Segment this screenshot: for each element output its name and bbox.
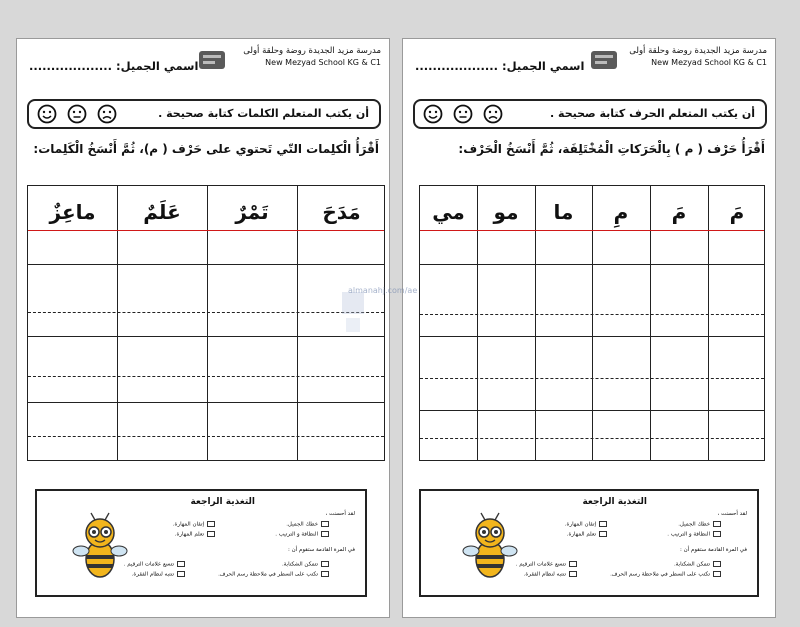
happy-face-icon[interactable] bbox=[37, 104, 57, 124]
objective-text: أن يكتب المتعلم الحرف كتابة صحيحة . bbox=[550, 107, 755, 120]
writing-line[interactable] bbox=[420, 438, 764, 439]
bee-mascot-icon bbox=[71, 511, 129, 581]
letter-cell: مَ bbox=[671, 200, 687, 224]
objective-box bbox=[27, 99, 381, 129]
rating-faces bbox=[423, 104, 503, 124]
school-logo-icon bbox=[195, 49, 229, 73]
feedback-box: التغذية الراجعة لقد أحسنت ، خطك الجميل. النظافة و الترتيب . إتقان المهارة. تعلم المهارة. في المرة القادمة ستقوم أن : تتمكن الشكتابة. تكتب على السطر في ملاحظة رسم الحرف. تتسع علامات الترقيم . تنتبه لنظام الفقرة. bbox=[419, 489, 759, 597]
word-cell: مَدَحَ bbox=[322, 200, 361, 224]
writing-line[interactable] bbox=[420, 378, 764, 379]
student-name-field: اسمي الجميل: ................... bbox=[29, 59, 199, 73]
sad-face-icon[interactable] bbox=[97, 104, 117, 124]
word-cell: ماعِزٌ bbox=[49, 200, 96, 224]
letter-cell: مِ bbox=[613, 200, 629, 224]
feedback-title: التغذية الراجعة bbox=[190, 497, 255, 507]
copy-grid bbox=[419, 185, 765, 461]
school-header bbox=[629, 45, 767, 69]
school-name-ar: مدرسة مزيد الجديدة روضة وحلقة أولى bbox=[243, 46, 381, 56]
objective-text: أن يكتب المتعلم الكلمات كتابة صحيحة . bbox=[158, 107, 369, 120]
school-name-ar: مدرسة مزيد الجديدة روضة وحلقة أولى bbox=[629, 46, 767, 56]
neutral-face-icon[interactable] bbox=[453, 104, 473, 124]
school-header bbox=[243, 45, 381, 69]
school-name-en: New Mezyad School KG & C1 bbox=[651, 58, 767, 67]
worksheet-words bbox=[16, 38, 390, 618]
school-name-en: New Mezyad School KG & C1 bbox=[265, 58, 381, 67]
objective-box bbox=[413, 99, 767, 129]
rating-faces bbox=[37, 104, 117, 124]
feedback-title: التغذية الراجعة bbox=[582, 497, 647, 507]
letter-cell: مَ bbox=[729, 200, 745, 224]
letter-cell: ما bbox=[553, 200, 574, 224]
happy-face-icon[interactable] bbox=[423, 104, 443, 124]
baseline-red bbox=[420, 230, 764, 231]
watermark-logo-icon bbox=[338, 288, 448, 348]
neutral-face-icon[interactable] bbox=[67, 104, 87, 124]
feedback-box: التغذية الراجعة لقد أحسنت ، خطك الجميل. النظافة و الترتيب . إتقان المهارة. تعلم المهارة. في المرة القادمة ستقوم أن : تتمكن الشكتابة. تكتب على السطر في ملاحظة رسم الحرف. تتسع علامات الترقيم . تنتبه لنظام الفقرة. bbox=[35, 489, 367, 597]
watermark-text: almanahj.com/ae bbox=[348, 286, 418, 295]
sad-face-icon[interactable] bbox=[483, 104, 503, 124]
writing-line[interactable] bbox=[28, 376, 384, 377]
student-name-field: اسمي الجميل: ................... bbox=[415, 59, 585, 73]
bee-mascot-icon bbox=[461, 511, 519, 581]
writing-line[interactable] bbox=[28, 312, 384, 313]
school-logo-icon bbox=[587, 49, 621, 73]
letter-cell: مو bbox=[493, 200, 519, 224]
instruction-text: أَقْرَأُ الْكلِمات التّي تَحتوي على حَرْف ( م)، ثُمَّ أَنْسَخُ الْكَلِمات: bbox=[33, 142, 379, 156]
worksheet-letters bbox=[402, 38, 776, 618]
writing-line[interactable] bbox=[28, 436, 384, 437]
writing-line[interactable] bbox=[420, 314, 764, 315]
letter-cell: مي bbox=[432, 200, 465, 224]
word-cell: تَمْرٌ bbox=[235, 200, 269, 224]
baseline-red bbox=[28, 230, 384, 231]
word-cell: عَلَمٌ bbox=[143, 200, 181, 224]
instruction-text: أَقْرَأُ حَرْف ( م ) بِالْحَرَكاتِ الْمُخْتَلِفَة، ثُمَّ أَنْسَخُ الْحَرْف: bbox=[458, 142, 765, 156]
copy-grid bbox=[27, 185, 385, 461]
